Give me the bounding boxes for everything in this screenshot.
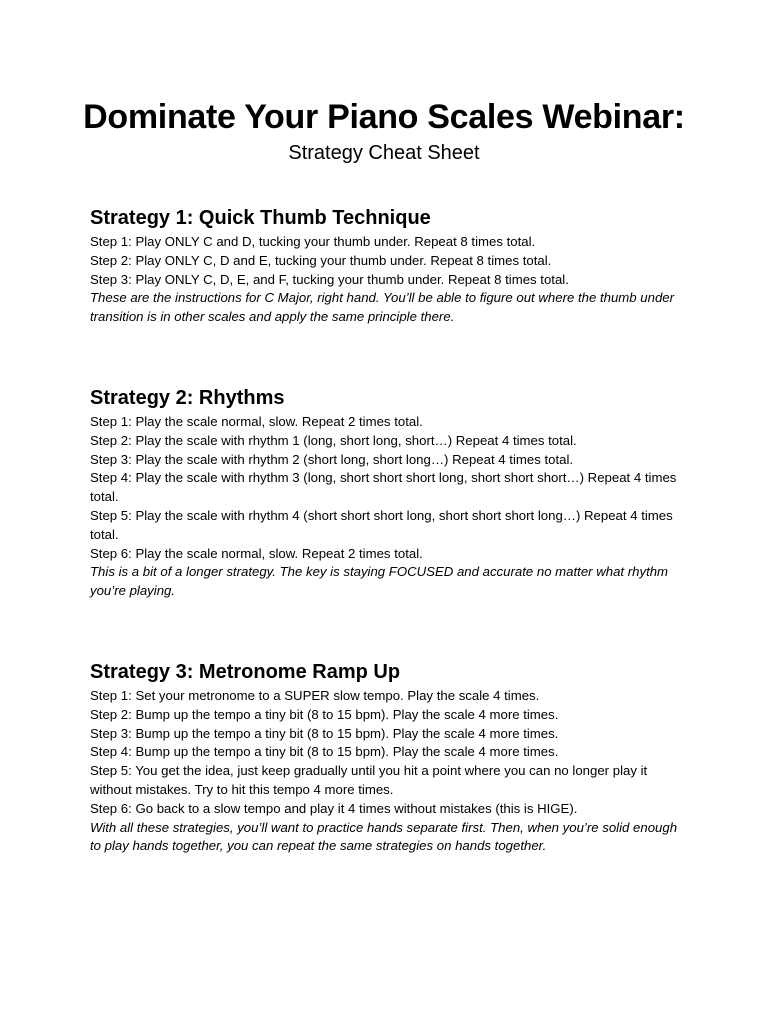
section-heading: Strategy 1: Quick Thumb Technique — [90, 207, 431, 229]
strategy-section-rhythms — [90, 385, 690, 601]
step-line: Step 5: Play the scale with rhythm 4 (short short short long, short short short long…) Repeat 4 times total. — [90, 507, 673, 542]
step-line: Step 3: Play the scale with rhythm 2 (short long, short long…) Repeat 4 times total. — [90, 451, 574, 467]
step-line: Step 3: Bump up the tempo a tiny bit (8 to 15 bpm). Play the scale 4 more times. — [90, 725, 559, 741]
page-title: Dominate Your Piano Scales Webinar: — [83, 98, 685, 136]
section-note: This is a bit of a longer strategy. The key is staying FOCUSED and accurate no matter what rhythm you’re playing. — [90, 564, 669, 599]
step-line: Step 6: Go back to a slow tempo and play it 4 times without mistakes (this is HIGE). — [90, 800, 578, 816]
section-note: These are the instructions for C Major, right hand. You’ll be able to figure out where the thumb under transition is in other scales and apply the same principle there. — [90, 290, 675, 325]
section-note: With all these strategies, you’ll want to practice hands separate first. Then, when you’re solid enough to play hands together, you can repeat the same strategies on hands together. — [90, 819, 678, 854]
step-line: Step 2: Play ONLY C, D and E, tucking your thumb under. Repeat 8 times total. — [90, 252, 552, 268]
step-line: Step 1: Set your metronome to a SUPER slow tempo. Play the scale 4 times. — [90, 688, 540, 703]
step-line: Step 4: Bump up the tempo a tiny bit (8 to 15 bpm). Play the scale 4 more times. — [90, 744, 559, 760]
strategy-section-quick-thumb — [90, 205, 690, 327]
section-heading: Strategy 2: Rhythms — [90, 387, 285, 409]
step-line: Step 1: Play the scale normal, slow. Repeat 2 times total. — [90, 414, 423, 429]
step-line: Step 1: Play ONLY C and D, tucking your thumb under. Repeat 8 times total. — [90, 234, 536, 249]
page-subtitle: Strategy Cheat Sheet — [288, 142, 480, 164]
step-line: Step 3: Play ONLY C, D, E, and F, tucking your thumb under. Repeat 8 times total. — [90, 271, 569, 287]
step-line: Step 2: Bump up the tempo a tiny bit (8 to 15 bpm). Play the scale 4 more times. — [90, 706, 559, 722]
step-line: Step 4: Play the scale with rhythm 3 (long, short short short long, short short short…) Repeat 4 times total. — [90, 470, 677, 505]
strategy-section-metronome — [90, 659, 690, 856]
section-heading: Strategy 3: Metronome Ramp Up — [90, 661, 401, 683]
step-line: Step 5: You get the idea, just keep gradually until you hit a point where you can no longer play it without mistakes. Try to hit this tempo 4 more times. — [90, 763, 648, 797]
step-line: Step 6: Play the scale normal, slow. Repeat 2 times total. — [90, 545, 423, 561]
step-line: Step 2: Play the scale with rhythm 1 (long, short long, short…) Repeat 4 times total. — [90, 432, 577, 448]
